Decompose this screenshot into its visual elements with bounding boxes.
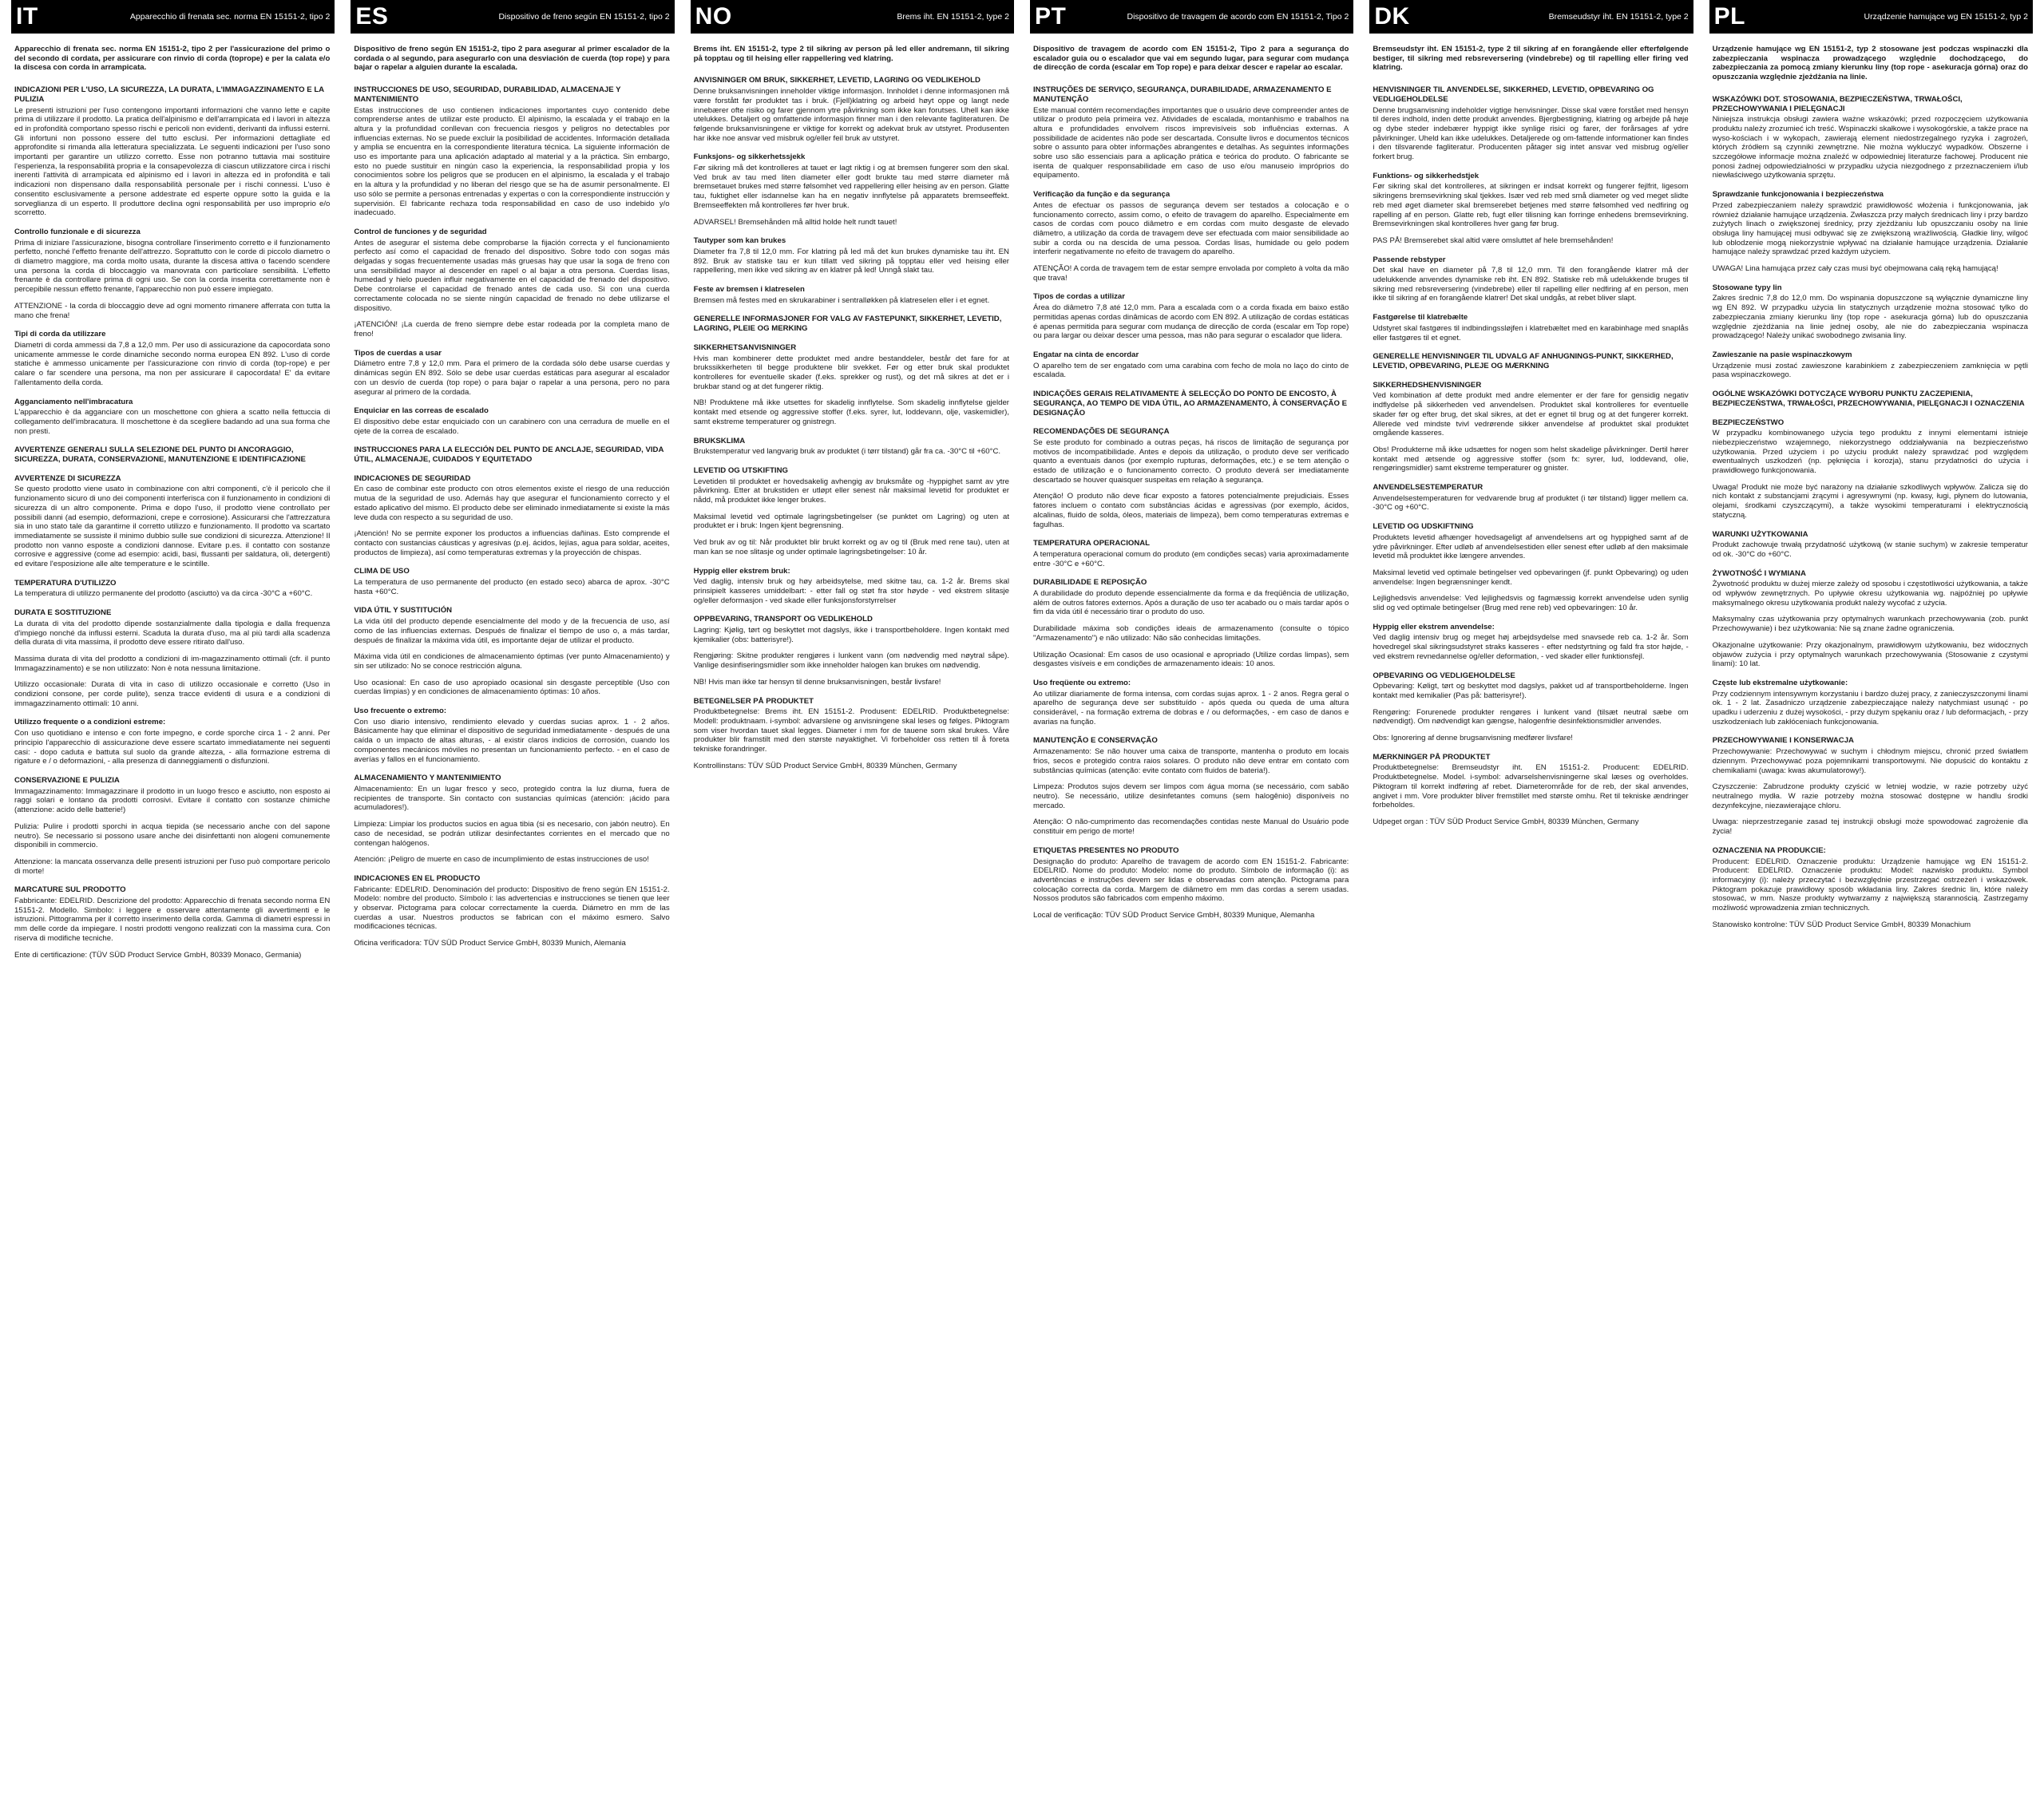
section-paragraph: UWAGA! Lina hamująca przez cały czas musi być obejmowana całą ręką hamującą! [1712, 264, 1998, 274]
section-heading: ANVENDELSESTEMPERATUR [1373, 483, 1483, 493]
instruction-text-body [1030, 34, 1353, 928]
section-heading: Engatar na cinta de encordar [1033, 350, 1139, 359]
section-paragraph: Atención: ¡Peligro de muerte en caso de incumplimiento de estas instrucciones de uso! [354, 855, 649, 865]
section-paragraph: Urządzenie musi zostać zawieszone karabinkiem z zabezpieczeniem zamknięcia w pętli pasa wspinaczkowego. [1712, 361, 2028, 380]
section-paragraph: Uso ocasional: En caso de uso apropiado ocasional sin desgaste perceptible (Uso con cuerdas limpias) y en condiciones de almacenamiento óptimas: 10 años. [354, 678, 670, 697]
language-header-band [1369, 0, 1693, 34]
section-heading: Enquiciar en las correas de escalado [354, 406, 489, 416]
section-paragraph: NB! Hvis man ikke tar hensyn til denne bruksanvisningen, består livsfare! [693, 677, 941, 687]
section-heading: Utilizzo frequente o a condizioni estreme: [14, 718, 166, 727]
section-heading: Agganciamento nell'imbracatura [14, 397, 133, 406]
section-heading: Controllo funzionale e di sicurezza [14, 227, 141, 236]
section-heading: GENERELLE INFORMASJONER FOR VALG AV FASTEPUNKT, SIKKERHET, LEVETID, LAGRING, PLEIE OG MERKING [693, 315, 1002, 334]
language-header-band [691, 0, 1014, 34]
language-header-band [11, 0, 335, 34]
section-heading: SIKKERHEDSHENVISNINGER [1373, 380, 1482, 390]
section-paragraph: Con uso diario intensivo, rendimiento elevado y cuerdas sucias aprox. 1 - 2 años. Básicamente hay que eliminar el dispositivo de seguridad inmediatamente - después de una caída o un impacto de altas alturas, - al existir claros indicios de corrosión, cuando los componentes mecánicos móviles no presentan un funcionamiento perfecto. - en el caso de averías y fallos en el funcionamiento. [354, 717, 670, 764]
section-paragraph: Durabilidade máxima sob condições ideais de armazenamento (consulte o tópico "Armazenamento") e não utilizado: Não são conhecidas limitações. [1033, 624, 1349, 643]
section-paragraph: Pulizia: Pulire i prodotti sporchi in acqua tiepida (se necessario anche con del sapone neutro). Se necessario si possono usare anche dei disinfettanti non alogeni comunemente disponibili in commercio. [14, 821, 331, 850]
language-code: ES [355, 3, 389, 30]
section-paragraph: ATENÇÃO! A corda de travagem tem de estar sempre envolada por completo à volta da mão que trava! [1033, 264, 1349, 283]
section-paragraph: El dispositivo debe estar enquiciado con un carabinero con una cerradura de muelle en el ojete de la correa de escalado. [354, 417, 670, 436]
section-paragraph: Udpeget organ : TÜV SÜD Product Service GmbH, 80339 München, Germany [1373, 817, 1639, 826]
section-heading: TEMPERATURA D'UTILIZZO [14, 578, 117, 588]
section-paragraph: Opbevaring: Køligt, tørt og beskyttet mod dagslys, pakket ud af transportbeholderne. Ingen kontakt med kemikalier (Pas på: batterisyre!). [1373, 682, 1689, 700]
section-paragraph: Ao utilizar diariamente de forma intensa, com cordas sujas aprox. 1 - 2 anos. Regra geral o aparelho de segurança deve ser substituído - após queda ou queda de uma altura considerável, - na formação extrema de dobras e / ou deformações, - em caso de danos e avarias na função. [1033, 689, 1349, 726]
section-heading: HENVISNINGER TIL ANVENDELSE, SIKKERHED, LEVETID, OPBEVARING OG VEDLIGEHOLDELSE [1373, 85, 1654, 104]
section-paragraph: Maksimal levetid ved optimale lagringsbetingelser (se punktet om Lagring) og uten at produktet er i bruk: Ingen kjent begrensning. [693, 512, 1009, 531]
section-paragraph: Denne bruksanvisningen inneholder viktige informasjon. Innholdet i denne informasjonen må være forstått før produktet tas i bruk. (Fjell)klatring og arbeid høyt oppe og langt nede innebærer ofte risiko og farer gjennom ytre påvirkning som ikke kan forutses. Uhell kan ikke utelukkes. Detaljert og omfattende informasjon finner man i den relevante fagliteraturen. De følgende bruksanvisningene er viktige for korrekt og adekvat bruk av utstyret. Produsenten har ikke noe ansvar ved misbruk og/eller feil bruk av utstyret. [693, 87, 1009, 143]
section-heading: PRZECHOWYWANIE I KONSERWACJA [1712, 736, 1854, 746]
section-paragraph: Niniejsza instrukcja obsługi zawiera ważne wskazówki; przed rozpoczęciem użytkowania produktu należy zrozumieć ich treść. Wspinaczki skałkowe i wysokogórskie, a także prace na wyso-kościach i w wykopach, zawierają element niedostrzegalnego ryzyka i zagrożeń, których źródłem są czynniki zewnętrzne. Nie można wykluczyć wypadków. Obszerne i szczegółowe informacje można znaleźć w odpowiedniej literaturze fachowej. Producent nie ponosi żadnej odpowiedzialności w przypadku użycia niezgodnego z przeznaczeniem i/lub niewłaściwego użytkowania sprzętu. [1712, 115, 2028, 180]
section-heading: Hyppig eller ekstrem anvendelse: [1373, 622, 1495, 631]
section-heading: AVVERTENZE GENERALI SULLA SELEZIONE DEL PUNTO DI ANCORAGGIO, SICUREZZA, DURATA, CONSERVAZIONE, MANUTENZIONE E IDENTIFICAZIONE [14, 445, 306, 465]
section-paragraph: Før sikring skal det kontrolleres, at sikringen er indsat korrekt og fungerer fejlfrit, ligesom sikringens bremsevirkning skal tjekkes. Især ved reb med små diameter og ved meget slidte reb med øget diameter skal bremserebet betjenes med større følsomhed ved nedfiring og rapelling af en person. Glatte reb, fugt eller tilisning kan forringe enhedens bremsevirkning. Bremsevirkningen skal kontrolleres hver gang før brug. [1373, 182, 1689, 229]
section-paragraph: Ente di certificazione: (TÜV SÜD Product Service GmbH, 80339 Monaco, Germania) [14, 950, 302, 960]
instruction-text-body [1369, 34, 1693, 834]
section-heading: Uso freqüente ou extremo: [1033, 678, 1131, 687]
language-column-dk [1369, 0, 1693, 1817]
intro-paragraph: Apparecchio di frenata sec. norma EN 15151-2, tipo 2 per l'assicurazione del primo o del secondo di cordata, per assicurare con rinvio di corda (toprope) e per la calata e/o la discesa con corda in arrampicata. [14, 45, 331, 73]
section-paragraph: Obs! Produkterne må ikke udsættes for nogen som helst skadelige påvirkninger. Dertil hører kontakt med ætsende og aggressive stoffer (som fx: syrer, lud, loddevand, olie, rengøringsmidler) samt ekstreme temperaturer og gnister. [1373, 445, 1689, 473]
section-paragraph: A temperatura operacional comum do produto (em condições secas) varia aproximadamente entre -30°C e +60°C. [1033, 549, 1349, 568]
section-heading: OPBEVARING OG VEDLIGEHOLDELSE [1373, 671, 1515, 680]
section-paragraph: L'apparecchio è da agganciare con un moschettone con ghiera a scatto nella fettuccia di collegamento dell'imbracatura. Il moschettone è da scegliere badando ad una sua forma che non presti. [14, 408, 331, 436]
product-title: Brems iht. EN 15151-2, type 2 [897, 12, 1009, 22]
section-paragraph: Diámetro entre 7,8 y 12,0 mm. Para el primero de la cordada sólo debe usarse cuerdas y dinámicas según EN 892. Sólo se debe usar cuerdas estáticas para asegurar al escalador con un desvío de cuerda (top rope) o para bajar o rapelar a una persona, pero no para asegurar al primero de la cordada. [354, 359, 670, 397]
section-paragraph: Massima durata di vita del prodotto a condizioni di im-magazzinamento ottimali (cfr. il punto Immagazzinamento) e se non utilizzato: Non è nota nessuna limitazione. [14, 654, 331, 673]
section-paragraph: Almacenamiento: En un lugar fresco y seco, protegido contra la luz diurna, fuera de recipientes de transporte. Sin contacto con sustancias químicas (atención: ¡ácido para acumuladores!). [354, 785, 670, 813]
section-heading: CONSERVAZIONE E PULIZIA [14, 776, 120, 785]
section-paragraph: ¡ATENCIÓN! ¡La cuerda de freno siempre debe estar rodeada por la completa mano de freno! [354, 320, 670, 338]
section-paragraph: Estas instrucciones de uso contienen indicaciones importantes cuyo contenido debe comprenderse antes de utilizar este producto. El alpinismo, la escalada y el trabajo en la altura y la profundidad conllevan con frecuencia riesgos y peligros no detectables por influencias externas. No se puede excluir la posibilidad de accidentes. Información detallada y amplia se encuentra en la correspondiente literatura técnica. La siguiente información de uso es importante para una aplicación adaptado al material y a la práctica. Sin embargo, esto no puede sustituir en ningún caso la experiencia, la responsabilidad propia y los conocimientos sobre los peligros que se producen en el alpinismo, la escalada y el trabajo en la altura y la profundidad y no liberan del riesgo que se ha de asumir personalmente. El uso sólo se permite a personas entrenadas y expertas o con la correspondiente instrucción y supervisión. El fabricante rechaza toda responsabilidad en caso de uso indebido y/o inadecuado. [354, 105, 670, 218]
section-paragraph: Udstyret skal fastgøres til indbindingssløjfen i klatrebæltet med en karabinhage med snaplås eller fastgøres til et egnet. [1373, 323, 1689, 342]
section-paragraph: ¡Atención! No se permite exponer los productos a influencias dañinas. Esto comprende el contacto con sustancias cáusticas y agresivas (p.ej. ácidos, lejías, agua para soldar, aceites, productos de limpieza), así como temperaturas extremas y la proyección de chispas. [354, 529, 670, 557]
section-paragraph: Fabbricante: EDELRID. Descrizione del prodotto: Apparecchio di frenata secondo norma EN 15151-2. Modello. Simbolo: i leggere e osservare attentamente gli avvertimenti e le istruzioni. Pittogramma per il corretto inserimento della corda. Gamma di diametri espressi in mm delle corde da impiegare. I nostri prodotti vengono realizzati con la massima cura. Con riserva di modifiche tecniche. [14, 897, 331, 943]
section-paragraph: La temperatura di utilizzo permanente del prodotto (asciutto) va da circa -30°C a +60°C. [14, 589, 313, 599]
section-paragraph: Kontrollinstans: TÜV SÜD Product Service GmbH, 80339 München, Germany [693, 761, 957, 770]
instruction-text-body [691, 34, 1014, 778]
section-heading: SIKKERHETSANVISNINGER [693, 342, 797, 352]
section-heading: INSTRUCCIONES PARA LA ELECCIÓN DEL PUNTO DE ANCLAJE, SEGURIDAD, VIDA ÚTIL, ALMACENAJE, CUIDADOS Y EQUITETADO [354, 445, 664, 465]
section-heading: WSKAZÓWKI DOT. STOSOWANIA, BEZPIECZEŃSTWA, TRWAŁOŚCI, PRZECHOWYWANIA I PIELĘGNACJI [1712, 94, 1963, 113]
section-paragraph: Ved bruk av og til: Når produktet blir brukt korrekt og av og til (Bruk med rene tau), uten at man kan se noe slitasje og under optimale lagringsbetingelser: 10 år. [693, 538, 1009, 556]
section-paragraph: Máxima vida útil en condiciones de almacenamiento óptimas (ver punto Almacenamiento) y sin ser utilizado: No se conoce restricción alguna. [354, 652, 670, 671]
section-heading: MANUTENÇÃO E CONSERVAÇÃO [1033, 736, 1158, 746]
section-paragraph: Con uso quotidiano e intenso e con forte impegno, e corde sporche circa 1 - 2 anni. Per principio l'apparecchio di assicurazione deve essere scartato immediatamente nei seguenti casi: - dopo caduta e battuta sul suolo da grande altezza, - alla formazione estrema di rigature e / o deformazioni, - alla presenza di danneggiamenti o disfunzioni. [14, 729, 331, 766]
section-paragraph: Oficina verificadora: TÜV SÜD Product Service GmbH, 80339 Munich, Alemania [354, 939, 626, 948]
section-heading: LEVETID OG UDSKIFTNING [1373, 522, 1474, 532]
section-paragraph: Le presenti istruzioni per l'uso contengono importanti informazioni che vanno lette e capite prima di utilizzare il prodotto. La pratica dell'alpinismo e dell'arrampicata ed i lavori in altezza ed in profondità comportano spesso rischi e pericoli non evidenti, derivanti da influssi esterni. Gli infortuni non possono essere del tutto esclusi. Per informazioni dettagliate ed approfondite si rimanda alla letteratura specializzata. Le seguenti indicazioni per l'uso sono importanti per garantire un utilizzo corretto. Esse non potranno tuttavia mai sostituire l'esperienza, la responsabilità propria e la consapevolezza di ciascun utilizzatore circa i rischi inerenti l'attività di arrampicata ed alpinismo ed i lavori in altezza ed in profondità e tali indicazioni non dispensano dalla responsabilità personale per i rischi connessi. L'uso è consentito esclusivamente a persone addestrate ed esperte oppure sotto la guida e la sorveglianza di un esperto. Il produttore declina ogni responsabilità per uso improprio e/o scorretto. [14, 105, 331, 218]
section-heading: INDICACIONES EN EL PRODUCTO [354, 873, 481, 883]
section-heading: Fastgørelse til klatrebælte [1373, 313, 1468, 323]
language-column-pt [1030, 0, 1353, 1817]
section-heading: Zawieszanie na pasie wspinaczkowym [1712, 350, 1852, 359]
section-heading: Tautyper som kan brukes [693, 236, 786, 246]
section-paragraph: Maksymalny czas użytkowania przy optymalnych warunkach przechowywania (zob. punkt Przechowywanie) i bez użytkowania: Nie są znane żadne ograniczenia. [1712, 615, 2028, 634]
section-paragraph: Limpeza: Produtos sujos devem ser limpos com água morna (se necessário, com sabão neutro). Se necessário, utilize desinfetantes comuns (sem halogênio) disponíveis no mercado. [1033, 782, 1349, 810]
section-heading: GENERELLE HENVISNINGER TIL UDVALG AF ANHUGNINGS-PUNKT, SIKKERHED, LEVETID, OPBEVARING, PLEJE OG MÆRKNING [1373, 352, 1674, 370]
section-heading: OGÓLNE WSKAZÓWKI DOTYCZĄCE WYBORU PUNKTU ZACZEPIENIA, BEZPIECZEŃSTWA, TRWAŁOŚCI, PRZECHOWYWANIA, PIELĘGNACJI I OZNACZENIA [1712, 390, 2025, 408]
section-heading: BETEGNELSER PÅ PRODUKTET [693, 696, 814, 706]
language-code: PL [1713, 3, 1745, 30]
instruction-text-body [11, 34, 335, 967]
section-heading: RECOMENDAÇÕES DE SEGURANÇA [1033, 427, 1170, 437]
section-paragraph: La durata di vita del prodotto dipende sostanzialmente dalla tipologia e dalla frequenza d'impiego nonché da influssi esterni. Scaduta la durata d'uso, ma al più tardi alla scadenza della durata di vita massima, il prodotto deve essere ritirato dall'uso. [14, 619, 331, 647]
section-paragraph: Immagazzinamento: Immagazzinare il prodotto in un luogo fresco e asciutto, non esposto ai raggi solari e lontano da prodotti corrosivi. Evitare il contatto con sostanze chimiche (attenzione: acido delle batterie!) [14, 786, 331, 815]
section-paragraph: Armazenamento: Se não houver uma caixa de transporte, mantenha o produto em locais frios, secos e protegido contra raios solares. O produto não deve entrar em contato com substâncias químicas (atenção: evite contato com fluidos de bateria!). [1033, 747, 1349, 775]
section-heading: Funktions- og sikkerhedstjek [1373, 171, 1480, 180]
instruction-text-body [351, 34, 674, 956]
section-heading: Stosowane typy lin [1712, 283, 1782, 292]
section-paragraph: Atenção: O não-cumprimento das recomendações contidas neste Manual do Usuário pode constituir em perigo de morte! [1033, 817, 1349, 837]
section-paragraph: Żywotność produktu w dużej mierze zależy od sposobu i częstotliwości użytkowania, a także od wpływów zewnętrznych. Po upływie okresu użytkowania wg. najpóźniej po upływie maksymalnego okresu użytkowania produkt należy wycofać z użycia. [1712, 580, 2028, 608]
section-paragraph: Rengøring: Forurenede produkter rengøres i lunkent vand (tilsæt neutral sæbe om nødvendigt). Om nødvendigt kan gængse, halogenfrie desinfektionsmidler anvendes. [1373, 707, 1689, 726]
section-paragraph: Designação do produto: Aparelho de travagem de acordo com EN 15151-2. Fabricante: EDELRID. Nome do produto: Modelo: nome do produto. Símbolo de informação (i): as advertências e instruções devem ser lidas e observadas com atenção. Pictograma para colocação correcta da corda. Margem de diâmetro em mm das cordas a serem usadas. Nossos produtos são fabricados com empenho máximo. [1033, 857, 1349, 904]
section-paragraph: Antes de efectuar os passos de segurança devem ser testados a colocação e o funcionamento correcto, assim como, o efeito de travagem do aparelho. Especialmente em casos de cordas com pouco diâmetro e em cordas com muito desgaste de elevado diâmetro, a utilização da corda de travagem deve ser efectuada com maior sensibilidade ao subir a corda ou na descida de uma pessoa. Cordas lisas, humidade ou gelo podem interferir negativamente no efeito de travagem do aparelho. [1033, 200, 1349, 257]
section-paragraph: ADVARSEL! Bremsehånden må alltid holde helt rundt tauet! [693, 217, 897, 227]
section-heading: INDICACIONES DE SEGURIDAD [354, 473, 471, 483]
section-paragraph: Bremsen må festes med en skrukarabiner i sentralløkken på klatreselen eller i et egnet. [693, 295, 990, 305]
section-paragraph: Prima di iniziare l'assicurazione, bisogna controllare l'inserimento corretto e il funzionamento perfetto, nonché l'effetto frenante dell'attrezzo. Soprattutto con le corde di piccolo diametro o di diametro maggiore, ma corda molto usata, durante la discesa attiva o facendo scendere una persona la corda di bloccaggio va manovrata con particolare sensibilità. L'effetto frenante è da controllare prima di ogni uso. Se con la corda inserita correttamente non è percepibile nessun effetto frenante, l'apparecchio non può essere impiegato. [14, 238, 331, 295]
section-heading: BRUKSKLIMA [693, 436, 746, 445]
section-paragraph: Área do diâmetro 7,8 até 12,0 mm. Para a escalada com o a corda fixada em baixo estão permitidas apenas cordas dinâmicas de acordo com EN 892. A utilização de cordas estáticas é apenas permitida para segurar com mudança de direcção de corda (escalar em Top rope) ou para largar ou deixar descer uma pessoa, mas não para segurar o escalador que lidera. [1033, 303, 1349, 341]
section-paragraph: Okazjonalne użytkowanie: Przy okazjonalnym, prawidłowym użytkowaniu, bez widocznych objawów zużycia i przy optymalnych warunkach przechowywania (Stosowanie z czystymi linami): 10 lat. [1712, 640, 2028, 669]
section-paragraph: Local de verificação: TÜV SÜD Product Service GmbH, 80339 Munique, Alemanha [1033, 911, 1315, 920]
product-title: Apparecchio di frenata sec. norma EN 15151-2, tipo 2 [129, 12, 331, 22]
section-paragraph: A durabilidade do produto depende essencialmente da forma e da freqüência de utilização, além de outros fatores externos. Após a duração de uso ter acabado ou o mais tardar após o fim da vida útil é necessário tirar o produto do uso. [1033, 589, 1349, 617]
section-paragraph: Lagring: Kjølig, tørt og beskyttet mot dagslys, ikke i transportbeholdere. Ingen kontakt med kjemikalier (obs: batterisyre!). [693, 626, 1009, 644]
language-column-it [11, 0, 335, 1817]
section-paragraph: Antes de asegurar el sistema debe comprobarse la fijación correcta y el funcionamiento perfecto así como el capacidad de frenado del dispositivo. Sobre todo con sogas más delgadas y sogas frecuentemente usadas más gruesas hay que usar la soga de freno con una sensibilidad mayor al descender en rapel o al bajar a otra persona. Cuerdas lisas, humedad y hielo pueden influir negativamente en el capacidad de frenado del dispositivo. Debe controlarse el capacidad de frenado antes de cada uso. Si con una cuerda correctamente colocada no se siente ningún capacidad de frenado no debe utilizarse el dispositivo. [354, 238, 670, 313]
section-paragraph: Se este produto for combinado a outras peças, há riscos de limitação de segurança por motivos de incompatibilidade. Antes e depois da utilização, o produto deve ser verificado quanto a eventuais danos (por exemplo rupturas, deformações, etc.) e se tem atenção o estado de utilização e o funcionamento correcto. O produto deverá ser imediatamente descartado se houver quaisquer suspeitas em relação à segurança. [1033, 437, 1349, 485]
section-paragraph: Ved daglig intensiv brug og meget høj arbejdsydelse med snavsede reb ca. 1-2 år. Som hovedregel skal sikringsudstyret straks kasseres - efter nedstyrtning og fald fra stor højde, - ved ekstrem revnedannelse og/eller deformation, - ved skader eller funktionsfejl. [1373, 633, 1689, 661]
language-header-band [1709, 0, 2033, 34]
product-title: Urządzenie hamujące wg EN 15151-2, typ 2 [1864, 12, 2028, 22]
section-heading: Control de funciones y de seguridad [354, 227, 487, 236]
section-heading: LEVETID OG UTSKIFTING [693, 465, 788, 475]
section-heading: VIDA ÚTIL Y SUSTITUCIÓN [354, 606, 453, 616]
section-paragraph: Fabricante: EDELRID. Denominación del producto: Dispositivo de freno según EN 15151-2. Modelo: nombre del producto. Símbolo i: las advertencias e instrucciones se tienen que leer y observar. Pictograma para colocar correctamente la cuerda. Diámetro en mm de las cuerdas a usar. Nuestros productos se fabrican con el máximo esmero. Salvo modificaciones técnicas. [354, 885, 670, 932]
section-heading: OZNACZENIA NA PRODUKCIE: [1712, 845, 1826, 855]
section-paragraph: Przed zabezpieczaniem należy sprawdzić prawidłowość włożenia i funkcjonowania, jak również działanie hamujące urządzenia. Zwłaszcza przy małych średnicach liny i przy bardzo zużytych linach o zwiększonej średnicy, przy zjeżdżaniu lub opuszczaniu osoby na linie obsługa liny hamującej musi odbywać się ze zwiększoną wrażliwością. Gładkie liny, wilgoć lub oblodzenie mogą niekorzystnie wpływać na działanie hamujące urządzenia. Działanie hamujące należy sprawdzać przed każdym użyciem. [1712, 200, 2028, 257]
section-heading: WARUNKI UŻYTKOWANIA [1712, 529, 1808, 539]
section-paragraph: Limpieza: Limpiar los productos sucios en agua tibia (si es necesario, con jabón neutro). En caso de necesidad, se podrán utilizar desinfectantes corrientes en el mercado que no contengan halógenos. [354, 820, 670, 848]
section-heading: MÆRKNINGER PÅ PRODUKTET [1373, 752, 1491, 762]
section-heading: Passende rebstyper [1373, 255, 1446, 264]
language-column-es [351, 0, 674, 1817]
section-paragraph: NB! Produktene må ikke utsettes for skadelig innflytelse. Som skadelig innflytelse gjelder kontakt med etsende og aggressive stoffer (f.eks. syrer, lut, loddevann, olje, vaskemidler), samt ekstreme temperaturer og gnistregn. [693, 398, 1009, 426]
section-paragraph: Utilização Ocasional: Em casos de uso ocasional e apropriado (Utilize cordas limpas), sem desgastes visíveis e em condições de armazenamento ideais: 10 anos. [1033, 650, 1349, 669]
section-heading: INDICAÇÕES GERAIS RELATIVAMENTE À SELECÇÃO DO PONTO DE ENCOSTO, À SEGURANÇA, AO TEMPO DE VIDA ÚTIL, AO ARMAZENAMENTO, À CONSERVAÇÃO E DESIGNAÇÃO [1033, 390, 1348, 418]
section-paragraph: Produktbetegnelse: Bremseudstyr iht. EN 15151-2. Producent: EDELRID. Produktbetegnelse. Model. i-symbol: advarselshenvisningerne skal læses og overholdes. Piktogram til korrekt indføring af rebet. Diameterområde for de reb, der skal anvendes, angivet i mm. Vore produkter bliver fremstillet med største omhu. Ret til tekniske ændringer forbeholdes. [1373, 763, 1689, 810]
section-paragraph: W przypadku kombinowanego użycia tego produktu z innymi elementami istnieje niebezpieczeństwo wzajemnego, niekorzystnego oddziaływania na bezpieczeństwo użytkowania. Przed użyciem i po użyciu produkt należy sprawdzać pod względem ewentualnych uszkodzeń (np. pęknięcia i korozja), stanu przydatności do użycia i prawidłowego funkcjonowania. [1712, 429, 2028, 476]
section-heading: ETIQUETAS PRESENTES NO PRODUTO [1033, 845, 1179, 855]
section-paragraph: Levetiden til produktet er hovedsakelig avhengig av bruksmåte og -hyppighet samt av ytre påvirkning. Etter at brukstiden er utløpt eller senest når maksimal levetid for produktet er nådd, må produktet ikke lenger brukes. [693, 477, 1009, 505]
section-heading: INDICAZIONI PER L'USO, LA SICUREZZA, LA DURATA, L'IMMAGAZZINAMENTO E LA PULIZIA [14, 85, 324, 104]
section-paragraph: Rengjøring: Skitne produkter rengjøres i lunkent vann (om nødvendig med nøytral såpe). Vanlige desinfiseringsmidler som ikke inneholder halogen kan brukes om nødvendig. [693, 651, 1009, 671]
language-code: PT [1035, 3, 1067, 30]
section-heading: Funksjons- og sikkerhetssjekk [693, 152, 806, 162]
section-heading: Tipos de cordas a utilizar [1033, 292, 1125, 302]
section-heading: Uso frecuente o extremo: [354, 707, 447, 716]
section-heading: OPPBEVARING, TRANSPORT OG VEDLIKEHOLD [693, 615, 873, 624]
section-heading: BEZPIECZEŃSTWO [1712, 418, 1785, 427]
language-column-no [691, 0, 1014, 1817]
intro-paragraph: Brems iht. EN 15151-2, type 2 til sikring av person på led eller andremann, til sikring på topptau og til heising eller rappellering ved klatring. [693, 45, 1009, 63]
section-paragraph: Det skal have en diameter på 7,8 til 12,0 mm. Til den forangående klatrer må der udelukkende anvendes dynamiske reb iht. EN 892. Statiske reb må udelukkende bruges til sikring med rebsreversering (vindebrebe) eller til rapelling eller nedfiring af en person, men ikke til sikring af en forangående klatrer! Det skal undgås, at rebet bliver slapt. [1373, 266, 1689, 303]
section-paragraph: Brukstemperatur ved langvarig bruk av produktet (i tørr tilstand) går fra ca. -30°C til +60°C. [693, 447, 1001, 457]
section-paragraph: Produktets levetid afhænger hovedsageligt af anvendelsens art og hyppighed samt af de ydre påvirkninger. Efter udløb af anvendelsestiden eller senest efter udløb af den maksimale levetid må produktet ikke længere anvendes. [1373, 532, 1689, 561]
section-paragraph: O aparelho tem de ser engatado com uma carabina com fecho de mola no laço do cinto de escalada. [1033, 361, 1349, 380]
section-paragraph: Obs: Ignorering af denne brugsanvisning medfører livsfare! [1373, 734, 1573, 743]
section-heading: MARCATURE SUL PRODOTTO [14, 885, 126, 895]
section-paragraph: Produktbetegnelse: Brems iht. EN 15151-2. Produsent: EDELRID. Produktbetegnelse: Modell: produktnaam. i-symbol: advarslene og anvisningene skal leses og følges. Piktogram som viser hvordan tauet skal legges. Diameter i mm for de tauene som skal brukes. Våre produkter blir framstilt med den største nøyaktighet. Vi forbeholder oss retten til å foreta tekniske forandringer. [693, 707, 1009, 754]
section-paragraph: La temperatura de uso permanente del producto (en estado seco) abarca de aprox. -30°C hasta +60°C. [354, 578, 670, 596]
section-heading: ŻYWOTNOŚĆ I WYMIANA [1712, 568, 1806, 578]
section-heading: Tipos de cuerdas a usar [354, 348, 442, 358]
section-heading: DURATA E SOSTITUZIONE [14, 608, 112, 618]
section-heading: DURABILIDADE E REPOSIÇÃO [1033, 578, 1147, 588]
section-heading: ALMACENAMIENTO Y MANTENIMIENTO [354, 774, 501, 783]
section-paragraph: La vida útil del producto depende esencialmente del modo y de la frecuencia de uso, así como de las influencias externas. Después de finalizar el tiempo de uso o, a más tardar, después de finalizar la máxima vida útil, es importante dejar de utilizar el producto. [354, 617, 670, 645]
section-heading: Tipi di corda da utilizzare [14, 330, 106, 339]
section-heading: Hyppig eller ekstrem bruk: [693, 566, 790, 576]
section-paragraph: Ved kombination af dette produkt med andre elementer er der fare for gensidig negativ indflydelse på sikkerheden ved anvendelsen. Produktet skal kontrolleres for eventuelle skader før og efter brug, det skal sikres, at det er egnet til brug og at det fungerer korrekt. Allerede ved mindste tvivl vedrørende sikker anvendelse af produktet skal produktet omgående kasseres. [1373, 391, 1689, 438]
intro-paragraph: Urządzenie hamujące wg EN 15151-2, typ 2 stosowane jest podczas wspinaczki dla zabezpieczania wspinacza prowadzącego względnie dochodzącego, do zabezpieczania za pomocą zmiany kierunku liny (top rope - asekuracja górna) oraz do opuszczania względnie zjeżdżania na linie. [1712, 45, 2028, 82]
product-title: Bremseudstyr iht. EN 15151-2, type 2 [1548, 12, 1689, 22]
language-code: NO [695, 3, 732, 30]
section-heading: AVVERTENZE DI SICUREZZA [14, 473, 121, 483]
section-paragraph: En caso de combinar este producto con otros elementos existe el riesgo de una reducción mutua de la seguridad de uso. Además hay que asegurar el funcionamiento correcto y el estado aplicativo del mismo. El producto debe ser eliminado inmediatamente si existe la más leve duda con respecto a su seguridad de uso. [354, 485, 670, 522]
section-paragraph: Før sikring må det kontrolleres at tauet er lagt riktig i og at bremsen fungerer som den skal. Ved bruk av tau med liten diameter eller godt brukte tau med større diameter må bremsetauet brukes med større følsomhet ved rappellering eller heising av en person. Glatte tau, fuktighet eller isdannelse kan ha en negativ innflytelse på apparatets bremseeffekt. Bremseeffekten må kontrolleres før hver bruk. [693, 164, 1009, 210]
instruction-text-body [1709, 34, 2033, 936]
section-paragraph: Maksimal levetid ved optimale betingelser ved opbevaringen (jf. punkt Opbevaring) og uden anvendelse: Ingen begrænsninger kendt. [1373, 568, 1689, 587]
section-paragraph: Ved daglig, intensiv bruk og høy arbeidsytelse, med skitne tau, ca. 1-2 år. Brems skal prinsipielt kasseres umiddelbart: - etter fall og støt fra stor høyde - ved ekstrem slitasje og/eller deformasjon - ved skade eller funksjonsforstyrrelser [693, 577, 1009, 605]
section-heading: INSTRUÇÕES DE SERVIÇO, SEGURANÇA, DURABILIDADE, ARMAZENAMENTO E MANUTENÇÃO [1033, 85, 1332, 104]
section-heading: CLIMA DE USO [354, 567, 410, 576]
section-paragraph: Uwaga: nieprzestrzeganie zasad tej instrukcji obsługi może spowodować zagrożenie dla życia! [1712, 817, 2028, 837]
section-paragraph: Zakres średnic 7,8 do 12,0 mm. Do wspinania dopuszczone są wyłącznie dynamiczne liny wg EN 892. W przypadku użycia lin statycznych urządzenie można stosować tylko do zabezpieczania zmiany kierunku liny (top rope - asekuracja górna) lub do opuszczania względnie zjeżdżania na linie jednej osoby, ale nie do zabezpieczania wspinacza prowadzącego! Należy unikać swobodnego zwisania liny. [1712, 294, 2028, 341]
section-paragraph: Diameter fra 7,8 til 12,0 mm. For klatring på led må det kun brukes dynamiske tau iht. EN 892. Bruk av statiske tau er kun tillatt ved sikring på topptau eller ved heising eller rappellering, men ikke ved sikring av en klatrer på led! Unngå slakt tau. [693, 247, 1009, 275]
section-heading: ANVISNINGER OM BRUK, SIKKERHET, LEVETID, LAGRING OG VEDLIKEHOLD [693, 76, 980, 85]
section-heading: Częste lub ekstremalne użytkowanie: [1712, 678, 1848, 687]
section-paragraph: Utilizzo occasionale: Durata di vita in caso di utilizzo occasionale e corretto (Uso in condizioni consone, per corde pulite), senza tracce evidenti di usura e a condizioni di immagazzinamento ottimali: 10 anni. [14, 680, 331, 708]
section-paragraph: Przy codziennym intensywnym korzystaniu i bardzo dużej pracy, z zanieczyszczonymi linami ok. 1 - 2 lat. Zasadniczo urządzenie zabezpieczające należy natychmiast usunąć - po upadku i uderzeniu z dużej wysokości, - przy dużym spękaniu oraz / lub deformacjach, - przy uszkodzeniach lub zakłóceniach funkcjonowania. [1712, 689, 2028, 726]
intro-paragraph: Dispositivo de freno según EN 15151-2, tipo 2 para asegurar al primer escalador de la cordada o al segundo, para asegurarlo con una desviación de cuerda (top rope) y para bajar o rapelar a alguien durante la escalada. [354, 45, 670, 73]
section-heading: TEMPERATURA OPERACIONAL [1033, 539, 1151, 548]
section-paragraph: Anvendelsestemperaturen for vedvarende brug af produktet (i tør tilstand) ligger mellem ca. -30°C og +60°C. [1373, 493, 1689, 513]
section-paragraph: Attenzione: la mancata osservanza delle presenti istruzioni per l'uso può comportare pericolo di morte! [14, 857, 331, 876]
section-paragraph: Producent: EDELRID. Oznaczenie produktu: Urządzenie hamujące wg EN 15151-2. Producent: EDELRID. Oznaczenie produktu: Model: nazwisko produktu. Symbol informacyjny (i): należy przeczytać i bezwzględnie przestrzegać ostrzeżeń i wskazówek. Piktogram pokazuje prawidłowy sposób wkładania liny. Zakres średnic lin, które należy stosować, w mm. Nasze produkty wytwarzamy z największą starannością. Zastrzegamy możliwość wprowadzenia zmian technicznych. [1712, 857, 2028, 913]
section-heading: Verificação da função e da segurança [1033, 190, 1171, 200]
section-paragraph: Hvis man kombinerer dette produktet med andre bestanddeler, består det fare for at brukssikkerheten til begge produktene blir svekket. Før og etter bruk skal produktet kontrolleres for eventuelle skader (f.eks. sprekker og rust), og det må sikres at det er i brukbar stand og at det fungerer riktig. [693, 354, 1009, 391]
section-heading: Feste av bremsen i klatreselen [693, 285, 805, 295]
language-code: IT [16, 3, 38, 30]
section-heading: Sprawdzanie funkcjonowania i bezpieczeństwa [1712, 190, 1884, 200]
section-paragraph: Diametri di corda ammessi da 7,8 a 12,0 mm. Per uso di assicurazione da capocordata sono unicamente ammesse le corde dinamiche secondo norma europea EN 892. L'uso di corde statiche è ammesso unicamente per l'assicurazione con rinvio di corda (top-rope) e per calare o far scendere una persona, ma non per assicurare il capocordata! E' da evitare l'allentamento della corda. [14, 340, 331, 387]
section-paragraph: Atenção! O produto não deve ficar exposto a fatores potencialmente prejudiciais. Esses fatores incluem o contato com substâncias ácidas e agressivas (por exemplo, ácidos, alcalinas, fluido de solda, óleos, materiais de limpeza), bem como temperaturas extremas e fagulhas. [1033, 492, 1349, 529]
section-paragraph: PAS PÅ! Bremserebet skal altid være omsluttet af hele bremsehånden! [1373, 236, 1614, 245]
language-header-band [1030, 0, 1353, 34]
section-paragraph: Stanowisko kontrolne: TÜV SÜD Product Service GmbH, 80339 Monachium [1712, 920, 1971, 929]
language-column-pl [1709, 0, 2033, 1817]
section-paragraph: Denne brugsanvisning indeholder vigtige henvisninger. Disse skal være forstået med hensyn til deres indhold, inden dette produkt anvendes. Bjergbestigning, klatring og arbejde på høje og dybe steder indebærer hyppigt ikke synlige risici og farer, der forårsages af ydre påvirkninger. Uheld kan ikke udelukkes. Detaljerede og om-fattende informationer kan findes i den tilsvarende fagliteratur. Producenten påtager sig intet ansvar ved misbrug og/eller forkert brug. [1373, 105, 1689, 162]
product-title: Dispositivo de travagem de acordo com EN 15151-2, Tipo 2 [1127, 12, 1349, 22]
section-paragraph: Przechowywanie: Przechowywać w suchym i chłodnym miejscu, chronić przed światłem dziennym. Przechowywać poza pojemnikami transportowymi. Nie dopuścić do kontaktu z chemikaliami (uwaga: kwas akumulatorowy!). [1712, 747, 2028, 775]
section-paragraph: ATTENZIONE - la corda di bloccaggio deve ad ogni momento rimanere afferrata con tutta la mano che frena! [14, 301, 331, 320]
section-paragraph: Produkt zachowuje trwałą przydatność użytkową (w stanie suchym) w zakresie temperatur od ok. -30°C do +60°C. [1712, 540, 2028, 559]
section-paragraph: Lejlighedsvis anvendelse: Ved lejlighedsvis og fagmæssig korrekt anvendelse uden synlig slid og ved optimale betingelser (Brug med rene reb) ved opbevaringen: 10 år. [1373, 594, 1689, 613]
product-title: Dispositivo de freno según EN 15151-2, tipo 2 [498, 12, 670, 22]
section-heading: INSTRUCCIONES DE USO, SEGURIDAD, DURABILIDAD, ALMACENAJE Y MANTENIMIENTO [354, 85, 621, 104]
section-paragraph: Se questo prodotto viene usato in combinazione con altri componenti, c'è il pericolo che il funzionamento sicuro di uno dei componenti interferisca con il funzionamento in condizioni di sicurezza di un altro componente. Prima e dopo l'uso, il prodotto viene controllato per possibili danni (ad esempio, deformazioni, crepe e corrosione). Assicurarsi che l'attrezzatura sia in uno stato tale da garantirne il corretto utilizzo e funzionamento. Il prodotto va scartato immediatamente se sussiste il minimo dubbio sulle sue condizioni di sicurezza. Attenzione! Il prodotto non vanno esposte a condizioni dannose. Evitare p.es. il contatto con sostanze corrosive e aggressive (come ad esempio: acidi, basi, flussanti per saldatura, oli, detergenti) ed evitare l'esposizione alle alte temperature e le scintille. [14, 485, 331, 569]
language-header-band [351, 0, 674, 34]
section-paragraph: Czyszczenie: Zabrudzone produkty czyścić w letniej wodzie, w razie potrzeby użyć neutralnego mydła. W razie potrzeby można stosować dostępne w handlu środki dezynfekcyjne, niezawierające chloru. [1712, 782, 2028, 810]
intro-paragraph: Dispositivo de travagem de acordo com EN 15151-2, Tipo 2 para a segurança do escalador guia ou o escalador que vai em segundo lugar, para segurar com mudança de direcção de corda (escalar em Top rope) e para deixar descer e rapelar ao escalar. [1033, 45, 1349, 73]
language-code: DK [1374, 3, 1410, 30]
intro-paragraph: Bremseudstyr iht. EN 15151-2, type 2 til sikring af en forangående eller efterfølgende bestiger, til sikring med rebsreversering (vindebrebe) og til rapelling eller firing ved klatring. [1373, 45, 1689, 73]
section-paragraph: Este manual contém recomendações importantes que o usuário deve compreender antes de utilizar o produto pela primeira vez. Atividades de escalada, montanhismo e trabalhos na altura e profundidades envolvem riscos imprevisíveis sob influências externas. A possibilidade de acidentes não pode ser descartada. Consulte livros e documentos técnicos sobre o assunto para obter informações abrangentes e detalhas. As seguintes informações sobre uso são essenciais para a aplicação prática e teórica do produto. O fabricante se isenta de qualquer responsabilidade em caso de uso e/ou manuseio impróprios do equipamento. [1033, 105, 1349, 180]
section-paragraph: Uwaga! Produkt nie może być narażony na działanie szkodliwych wpływów. Zalicza się do nich kontakt z substancjami żrącymi i agresywnymi (np. kwasy, ługi, płynem do lutowania, olejami, środkami czyszczącymi), a także wysokimi temperaturami i elektrycznością statyczną. [1712, 482, 2028, 520]
